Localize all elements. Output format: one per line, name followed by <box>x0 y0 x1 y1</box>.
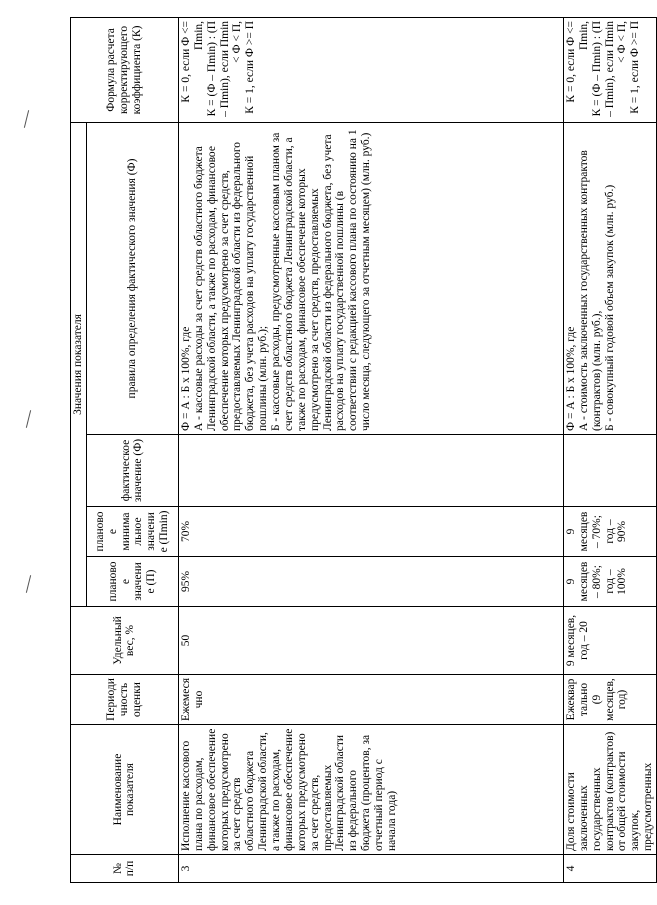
header-fact: фактическое значение (Ф) <box>86 435 178 507</box>
row-formula <box>178 17 563 122</box>
formula-line: К = (Ф – Пmin) : (П – Пmin), если Пmin < Ф < П, <box>590 20 629 117</box>
row-planmin: 70% <box>178 507 563 557</box>
document-page <box>70 18 655 883</box>
row-plan: 95% <box>178 557 563 607</box>
indicator-table <box>70 17 657 883</box>
scan-mark <box>24 110 30 128</box>
header-name: Наименование показателя <box>71 725 179 855</box>
rotated-table-container <box>70 18 655 883</box>
header-values-group: Значения показателя <box>71 122 87 606</box>
header-rules: правила определения фактического значения (Ф) <box>86 122 178 434</box>
row-rules <box>178 122 563 434</box>
header-period: Периодичность оценки <box>71 675 179 725</box>
table-row <box>178 17 563 882</box>
rules-text: Ф = А : Б х 100%, где А - кассовые расходы за счет средств областного бюджета Ленинградской области, а также по расходам, финансовое обеспечение которых предусмотрено за счет средств, предоставляемых Ленинградской области из федерального бюджета, без учета расходов на уплату государственной пошлины (млн. руб.); Б - кассовые расходы, предусмотренные кассовым планом за счет средств областного бюджета Ленинградской области, а также по расходам, финансовое обеспечение которых предусмотрено за счет средств, предоставляемых Ленинградской области из федерального бюджета, без учета расходов на уплату государственной пошлины (в соответствии с редакцией кассового плана по состоянию на 1 число месяца, следующего за отчетным месяцем) (млн. руб.) <box>179 129 373 431</box>
header-weight: Удельный вес, % <box>71 607 179 675</box>
row-name: Исполнение кассового плана по расходам, финансовое обеспечение которых предусмотрено за счет средств областного бюджета Ленинградской области, а также по расходам, финансовое обеспечение которых предусмотрено за счет средств, предоставляемых Ленинградской области из федерального бюджета (процентов, за отчетный период с начала года) <box>178 725 563 855</box>
table-row <box>563 17 656 882</box>
row-rules <box>563 122 656 434</box>
rules-text: Ф = А : Б х 100%, где А - стоимость заключенных государственных контрактов (контрактов) (млн. руб.), Б - совокупный годовой объем закупок (млн. руб.) <box>564 150 616 431</box>
row-period: Ежемесячно <box>178 675 563 725</box>
formula-line: К = (Ф – Пmin) : (П – Пmin), если Пmin < Ф < П, <box>205 20 244 117</box>
row-fact <box>178 435 563 507</box>
header-formula: Формула расчета корректирующего коэффициента (К) <box>71 17 179 122</box>
row-period: Ежеквартально (9 месяцев, год) <box>563 675 656 725</box>
row-weight: 9 месяцев, год – 20 <box>563 607 656 675</box>
formula-line: К = 1, если Ф >= П <box>629 20 642 114</box>
row-num: 4 <box>563 855 656 883</box>
formula-line: К = 1, если Ф >= П <box>244 20 257 114</box>
formula-line: К = 0, если Ф <= Пmin, <box>564 20 590 103</box>
row-planmin: 9 месяцев – 70%; год – 90% <box>563 507 656 557</box>
header-plan: плановое значение (П) <box>86 557 178 607</box>
header-planmin: плановое минимальное значение (Пmin) <box>86 507 178 557</box>
row-formula <box>563 17 656 122</box>
scan-mark <box>26 575 32 593</box>
formula-line: К = 0, если Ф <= Пmin, <box>179 20 205 103</box>
row-fact <box>563 435 656 507</box>
row-plan: 9 месяцев – 80%; год – 100% <box>563 557 656 607</box>
row-weight: 50 <box>178 607 563 675</box>
header-num: № п/п <box>71 855 179 883</box>
scan-mark <box>26 410 32 428</box>
row-num: 3 <box>178 855 563 883</box>
row-name: Доля стоимости заключенных государственных контрактов (контрактов) от общей стоимости закупок, предусмотренных <box>563 725 656 855</box>
